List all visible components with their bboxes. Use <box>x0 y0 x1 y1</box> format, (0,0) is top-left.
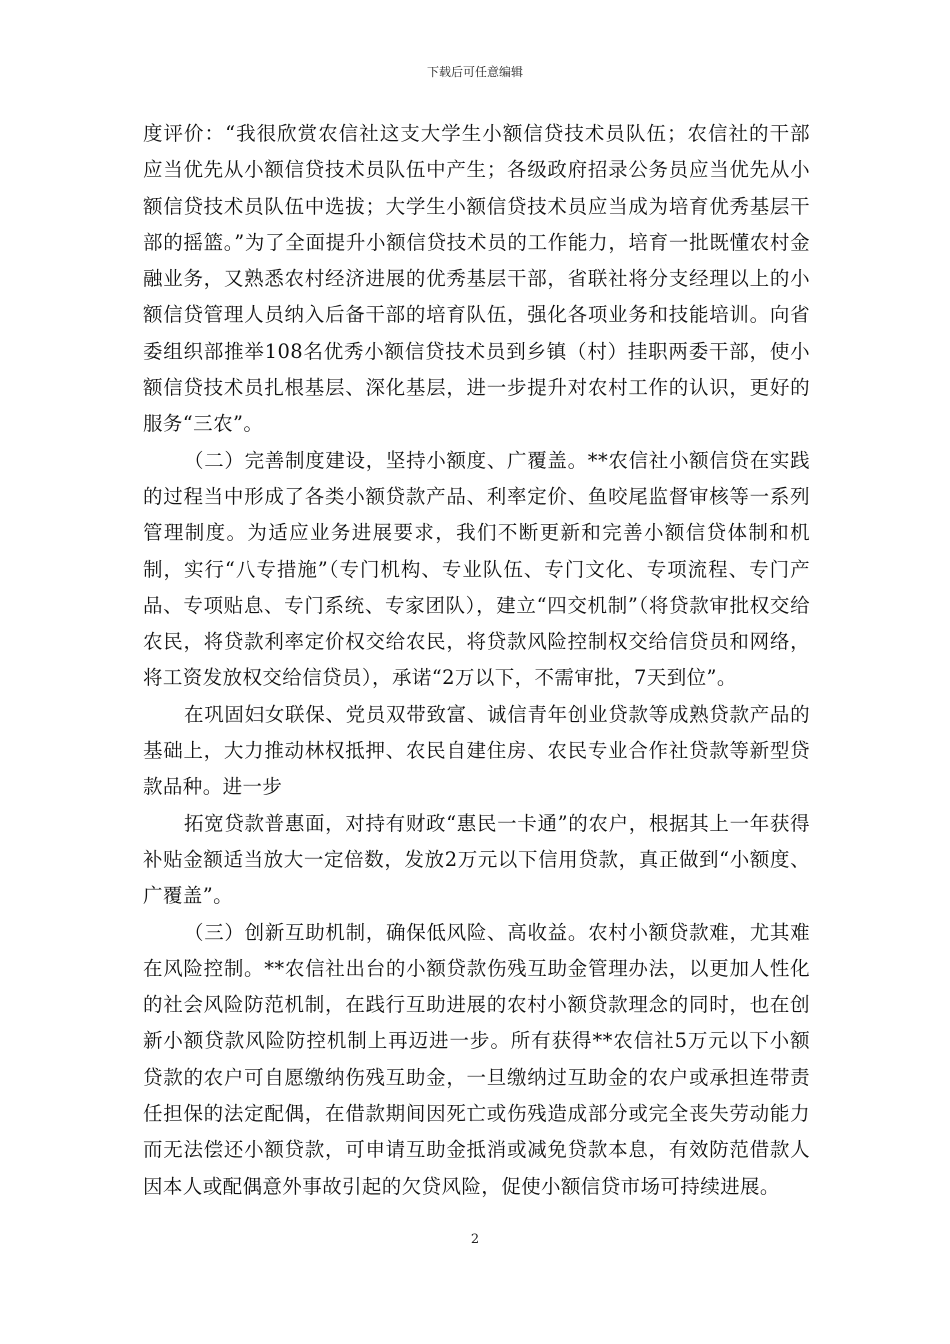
paragraph-2: （二）完善制度建设，坚持小额度、广覆盖。**农信社小额信贷在实践的过程当中形成了各类小额贷款产品、利率定价、鱼咬尾监督审核等一系列管理制度。为适应业务进展要求，我们不断更新和完善小额信贷体制和机制，实行“八专措施”（专门机构、专业队伍、专门文化、专项流程、专门产品、专项贴息、专门系统、专家团队），建立“四交机制”（将贷款审批权交给农民，将贷款利率定价权交给农民，将贷款风险控制权交给信贷员和网络，将工资发放权交给信贷员），承诺“2万以下，不需审批，7天到位”。 <box>143 448 810 690</box>
paragraph-3: 在巩固妇女联保、党员双带致富、诚信青年创业贷款等成熟贷款产品的基础上，大力推动林权抵押、农民自建住房、农民专业合作社贷款等新型贷款品种。进一步 <box>143 702 810 799</box>
page-number: 2 <box>470 1232 480 1247</box>
paragraph-5: （三）创新互助机制，确保低风险、高收益。农村小额贷款难，尤其难在风险控制。**农信社出台的小额贷款伤残互助金管理办法，以更加人性化的社会风险防范机制，在践行互助进展的农村小额贷款理念的同时，也在创新小额贷款风险防控机制上再迈进一步。所有获得**农信社5万元以下小额贷款的农户可自愿缴纳伤残互助金，一旦缴纳过互助金的农户或承担连带责任担保的法定配偶，在借款期间因死亡或伤残造成部分或完全丧失劳动能力而无法偿还小额贷款，可申请互助金抵消或减免贷款本息，有效防范借款人因本人或配偶意外事故引起的欠贷风险，促使小额信贷市场可持续进展。 <box>143 920 810 1198</box>
document-body <box>143 116 810 1205</box>
paragraph-1: 度评价：“我很欣赏农信社这支大学生小额信贷技术员队伍；农信社的干部应当优先从小额信贷技术员队伍中产生；各级政府招录公务员应当优先从小额信贷技术员队伍中选拔；大学生小额信贷技术员应当成为培育优秀基层干部的摇篮。”为了全面提升小额信贷技术员的工作能力，培育一批既懂农村金融业务，又熟悉农村经济进展的优秀基层干部，省联社将分支经理以上的小额信贷管理人员纳入后备干部的培育队伍，强化各项业务和技能培训。向省委组织部推举108名优秀小额信贷技术员到乡镇（村）挂职两委干部，使小额信贷技术员扎根基层、深化基层，进一步提升对农村工作的认识，更好的服务“三农”。 <box>143 122 810 436</box>
page-header: 下载后可任意编辑 <box>426 65 523 79</box>
paragraph-4: 拓宽贷款普惠面，对持有财政“惠民一卡通”的农户，根据其上一年获得补贴金额适当放大一定倍数，发放2万元以下信用贷款，真正做到“小额度、广覆盖”。 <box>143 811 810 908</box>
